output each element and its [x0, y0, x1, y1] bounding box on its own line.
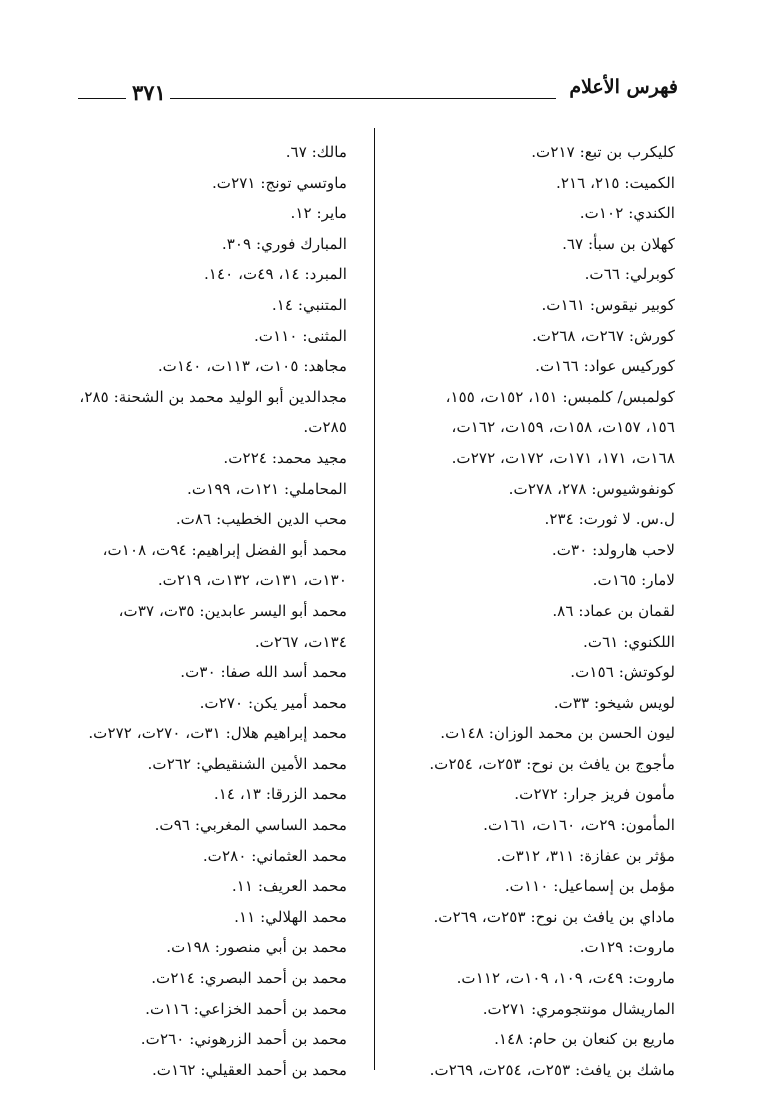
index-entry: ماداي بن يافث بن نوح: ٢٥٣ت، ٢٦٩ت. — [433, 907, 675, 926]
index-entry: محمد أمير يكن: ٢٧٠ت. — [199, 693, 347, 712]
index-entry: كونفوشيوس: ٢٧٨، ٢٧٨ت. — [508, 479, 675, 498]
index-entry: محمد بن أحمد الزرهوني: ٢٦٠ت. — [140, 1030, 347, 1049]
index-entry: محمد العثماني: ٢٨٠ت. — [202, 846, 347, 865]
index-entry: مؤمل بن إسماعيل: ١١٠ت. — [504, 877, 675, 896]
index-entry: المبرد: ١٤، ٤٩ت، ١٤٠. — [203, 265, 347, 284]
index-entry: ماشك بن يافث: ٢٥٣ت، ٢٥٤ت، ٢٦٩ت. — [429, 1060, 675, 1079]
index-entry: كورش: ٢٦٧ت، ٢٦٨ت. — [531, 326, 675, 345]
index-entry: ل.س. لا ثورت: ٢٣٤. — [544, 510, 675, 529]
index-entry: مجاهد: ١٠٥ت، ١١٣ت، ١٤٠ت. — [157, 357, 347, 376]
index-entry: محمد الهلالي: ١١. — [234, 907, 347, 926]
index-entry: لاحب هارولد: ٣٠ت. — [551, 540, 675, 559]
index-entry: محمد بن أحمد العقيلي: ١٦٢ت. — [151, 1060, 347, 1079]
index-entry: كوركيس عواد: ١٦٦ت. — [535, 357, 675, 376]
index-entry: المبارك فوري: ٣٠٩. — [221, 234, 347, 253]
running-title: فهرس الأعلام — [569, 76, 678, 98]
index-entry: محمد بن أحمد البصري: ٢١٤ت. — [151, 969, 347, 988]
column-divider — [374, 128, 375, 1070]
index-entry: لويس شيخو: ٣٣ت. — [553, 693, 675, 712]
index-entry: مجدالدين أبو الوليد محمد بن الشحنة: ٢٨٥، — [79, 387, 347, 406]
index-entry: ماوتسي تونج: ٢٧١ت. — [211, 173, 347, 192]
index-entry: الماريشال مونتجومري: ٢٧١ت. — [482, 999, 675, 1018]
index-entry: الكميت: ٢١٥، ٢١٦. — [556, 173, 675, 192]
index-entry: ماروت: ١٢٩ت. — [579, 938, 675, 957]
index-entry: ١٣٠ت، ١٣١ت، ١٣٢ت، ٢١٩ت. — [157, 571, 347, 590]
index-entry: كهلان بن سبأ: ٦٧. — [562, 234, 675, 253]
index-entry: المحاملي: ١٢١ت، ١٩٩ت. — [187, 479, 347, 498]
index-entry: محمد أسد الله صفا: ٣٠ت. — [180, 663, 347, 682]
index-column-right — [393, 137, 675, 1085]
index-entry: محمد الأمين الشنقيطي: ٢٦٢ت. — [147, 754, 347, 773]
index-entry: ١٥٦، ١٥٧ت، ١٥٨ت، ١٥٩ت، ١٦٢ت، — [451, 418, 675, 437]
index-entry: ليون الحسن بن محمد الوزان: ١٤٨ت. — [440, 724, 675, 743]
index-entry: محمد العريف: ١١. — [231, 877, 347, 896]
header-rule-left — [78, 98, 126, 99]
index-entry: مالك: ٦٧. — [285, 143, 347, 161]
index-entry: محمد إبراهيم هلال: ٣١ت، ٢٧٠ت، ٢٧٢ت. — [88, 724, 347, 743]
page-header — [78, 76, 678, 110]
index-entry: مأجوج بن يافث بن نوح: ٢٥٣ت، ٢٥٤ت. — [429, 754, 675, 773]
index-entry: محمد الزرقا: ١٣، ١٤. — [213, 785, 347, 804]
index-entry: محمد بن أبي منصور: ١٩٨ت. — [166, 938, 347, 957]
index-entry: ماروت: ٤٩ت، ١٠٩، ١٠٩ت، ١١٢ت. — [456, 969, 675, 988]
index-entry: المثنى: ١١٠ت. — [253, 326, 347, 345]
index-entry: محب الدين الخطيب: ٨٦ت. — [175, 510, 347, 529]
index-entry: مجيد محمد: ٢٢٤ت. — [223, 448, 347, 467]
index-entry: كوبير نيقوس: ١٦١ت. — [541, 295, 675, 314]
index-entry: كولمبس/ كلمبس: ١٥١، ١٥٢ت، ١٥٥، — [445, 387, 675, 406]
index-entry: محمد الساسي المغربي: ٩٦ت. — [154, 816, 347, 835]
index-entry: المتنبي: ١٤. — [271, 295, 347, 314]
index-entry: ماريع بن كنعان بن حام: ١٤٨. — [494, 1030, 675, 1049]
index-entry: كوبرلي: ٦٦ت. — [584, 265, 675, 284]
page-number: ٣٧١ — [132, 80, 166, 105]
index-entry: ١٦٨ت، ١٧١، ١٧١ت، ١٧٢ت، ٢٧٢ت. — [451, 448, 675, 467]
index-entry: لامار: ١٦٥ت. — [592, 571, 675, 590]
index-entry: لقمان بن عماد: ٨٦. — [552, 601, 675, 620]
index-entry: محمد أبو اليسر عابدين: ٣٥ت، ٣٧ت، — [118, 601, 347, 620]
index-entry: اللكنوي: ٦١ت. — [583, 632, 675, 651]
index-column-left — [72, 137, 347, 1085]
index-entry: محمد بن أحمد الخزاعي: ١١٦ت. — [145, 999, 347, 1018]
index-entry: محمد أبو الفضل إبراهيم: ٩٤ت، ١٠٨ت، — [102, 540, 347, 559]
index-entry: مؤثر بن عفازة: ٣١١، ٣١٢ت. — [496, 846, 675, 865]
index-entry: لوكوتش: ١٥٦ت. — [570, 663, 675, 682]
index-entry: مأمون فريز جرار: ٢٧٢ت. — [514, 785, 675, 804]
index-entry: كليكرب بن تبع: ٢١٧ت. — [531, 143, 675, 161]
header-rule — [170, 98, 556, 99]
index-entry: ١٣٤ت، ٢٦٧ت. — [254, 632, 347, 651]
index-entry: ٢٨٥ت. — [303, 418, 347, 437]
index-entry: ماير: ١٢. — [290, 204, 347, 223]
index-entry: المأمون: ٢٩ت، ١٦٠ت، ١٦١ت. — [483, 816, 675, 835]
index-entry: الكندي: ١٠٢ت. — [579, 204, 675, 223]
